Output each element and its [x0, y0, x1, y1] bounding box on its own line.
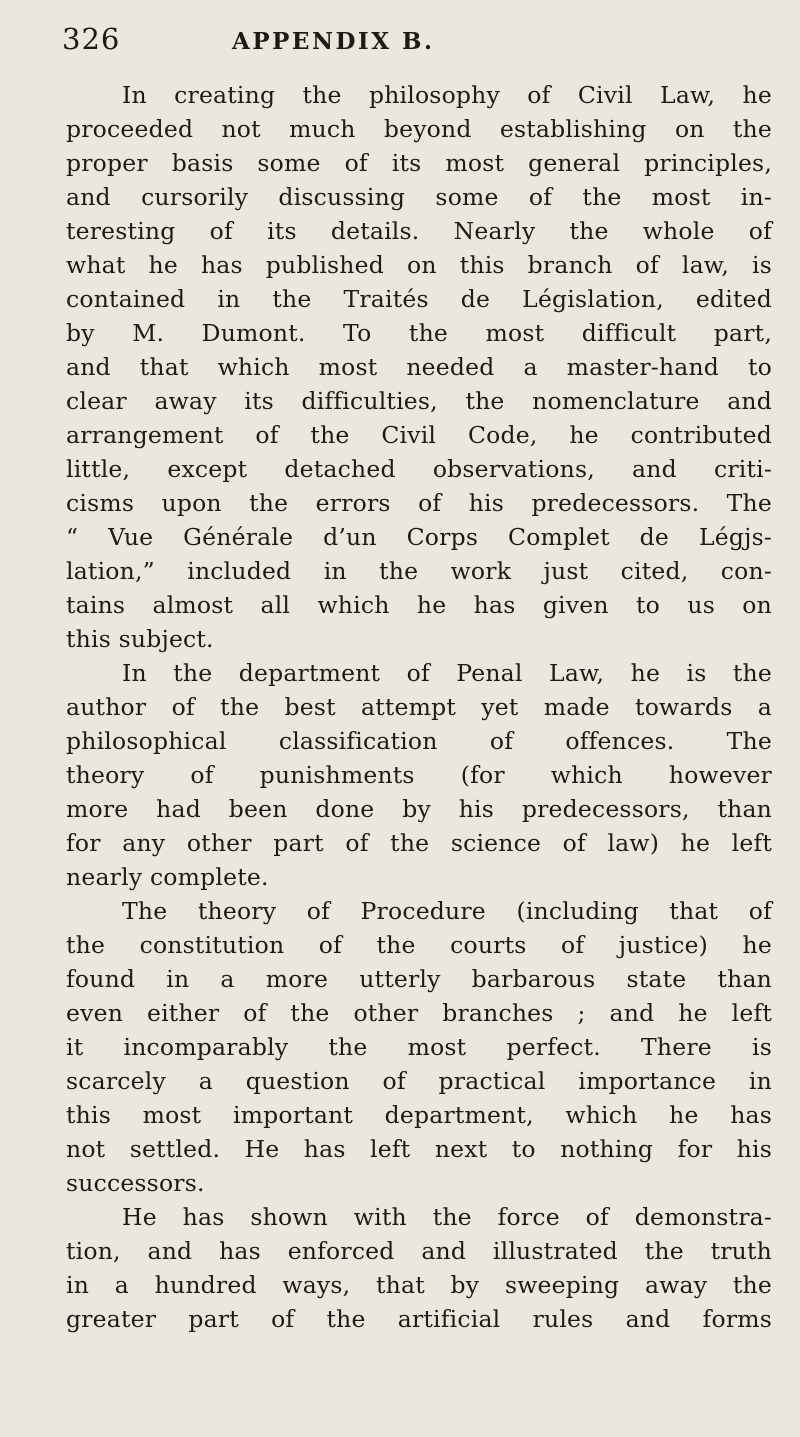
- text-line: In creating the philosophy of Civil Law, he: [122, 81, 772, 109]
- text-line: found in a more utterly barbarous state than: [66, 965, 772, 993]
- text-line: proper basis some of its most general principles,: [66, 149, 772, 177]
- text-line: cisms upon the errors of his predecessors. The: [66, 489, 772, 517]
- text-line: more had been done by his predecessors, than: [66, 795, 772, 823]
- text-line: successors.: [66, 1169, 205, 1197]
- text-line: greater part of the artificial rules and forms: [66, 1305, 772, 1333]
- text-line: it incomparably the most perfect. There is: [66, 1033, 772, 1061]
- text-line: “ Vue Générale d’un Corps Complet de Légjs-: [66, 523, 772, 551]
- text-line: The theory of Procedure (including that of: [122, 897, 772, 925]
- text-line: teresting of its details. Nearly the whole of: [66, 217, 772, 245]
- text-line: tion, and has enforced and illustrated the truth: [66, 1237, 772, 1265]
- text-line: even either of the other branches ; and he left: [66, 999, 772, 1027]
- text-line: theory of punishments (for which however: [66, 761, 772, 789]
- text-line: nearly complete.: [66, 863, 269, 891]
- text-line: this subject.: [66, 625, 214, 653]
- text-line: and cursorily discussing some of the most in-: [66, 183, 772, 211]
- running-title: APPENDIX B.: [232, 28, 435, 55]
- body-text: [66, 78, 772, 1336]
- text-line: contained in the Traités de Législation, edited: [66, 285, 772, 313]
- text-line: little, except detached observations, and criti-: [66, 455, 772, 483]
- text-line: He has shown with the force of demonstra-: [122, 1203, 772, 1231]
- text-line: proceeded not much beyond establishing on the: [66, 115, 772, 143]
- text-line: tains almost all which he has given to us on: [66, 591, 772, 619]
- text-line: lation,” included in the work just cited, con-: [66, 557, 772, 585]
- text-line: by M. Dumont. To the most difficult part,: [66, 319, 772, 347]
- text-line: for any other part of the science of law) he left: [66, 829, 772, 857]
- text-line: the constitution of the courts of justice) he: [66, 931, 772, 959]
- text-line: author of the best attempt yet made towards a: [66, 693, 772, 721]
- text-line: clear away its difficulties, the nomenclature and: [66, 387, 772, 415]
- text-line: arrangement of the Civil Code, he contributed: [66, 421, 772, 449]
- text-line: this most important department, which he has: [66, 1101, 772, 1129]
- text-line: scarcely a question of practical importance in: [66, 1067, 772, 1095]
- text-line: In the department of Penal Law, he is the: [122, 659, 772, 687]
- page-number: 326: [62, 22, 121, 56]
- page-header: [62, 22, 762, 62]
- text-line: philosophical classification of offences. The: [66, 727, 772, 755]
- text-line: what he has published on this branch of law, is: [66, 251, 772, 279]
- text-line: in a hundred ways, that by sweeping away the: [66, 1271, 772, 1299]
- text-line: not settled. He has left next to nothing for his: [66, 1135, 772, 1163]
- text-line: and that which most needed a master-hand to: [66, 353, 772, 381]
